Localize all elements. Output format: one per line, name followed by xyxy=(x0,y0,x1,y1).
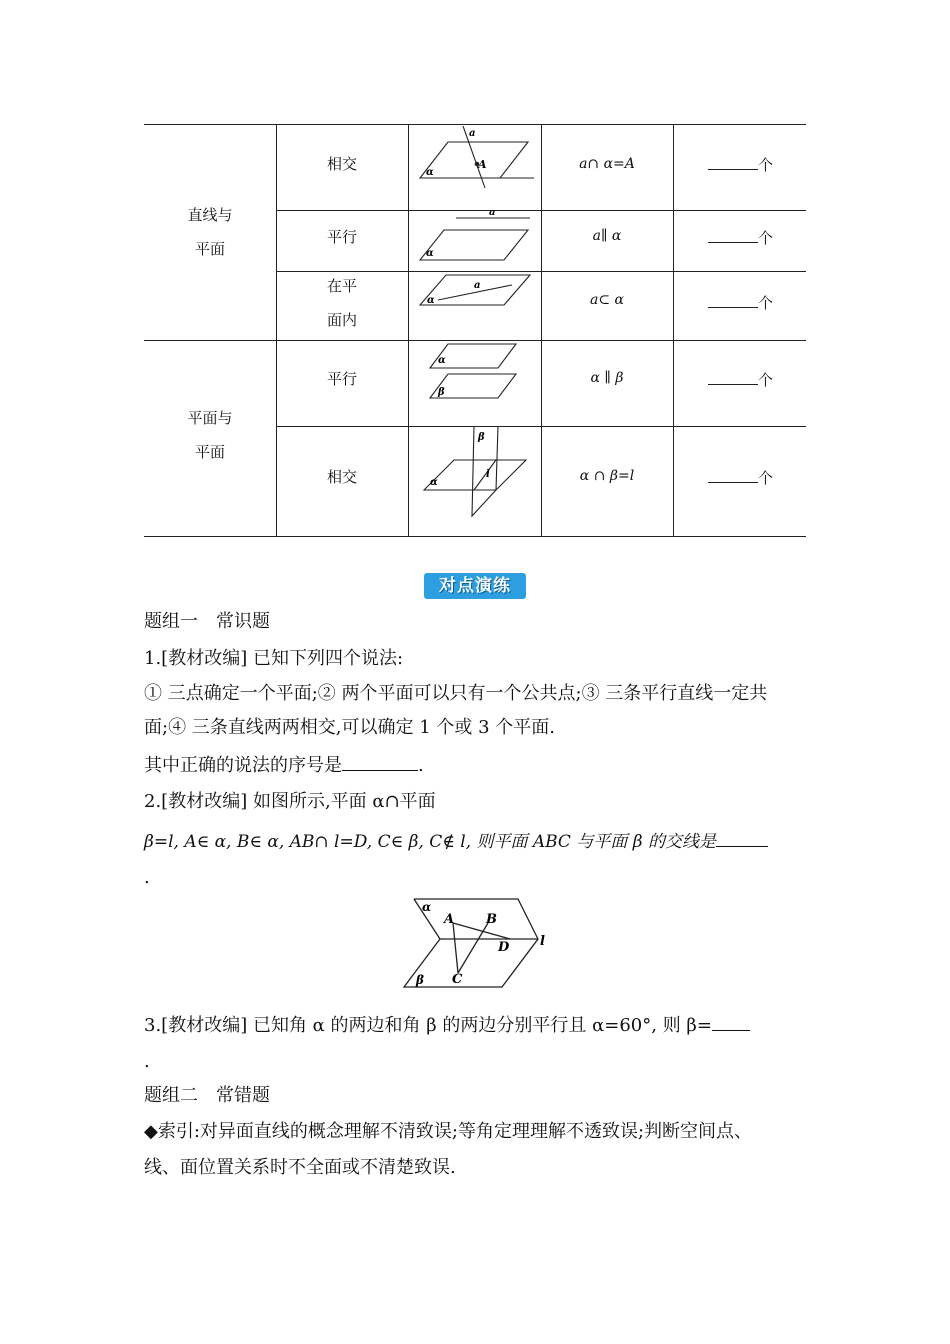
index-note-line1: ◆索引:对异面直线的概念理解不清致误;等角定理理解不透致误;判断空间点、 xyxy=(144,1121,753,1142)
q3-end: . xyxy=(144,1051,150,1072)
plane-label: α xyxy=(438,355,446,366)
group2-title: 题组二 常错题 xyxy=(144,1085,270,1106)
intersecting-planes-figure xyxy=(416,426,534,536)
relation-label: 在平 面内 xyxy=(326,277,357,329)
group-label-line-plane: 直线与 平面 xyxy=(187,206,233,258)
section-banner: 对点演练 xyxy=(424,573,526,599)
line-label: a xyxy=(469,128,476,139)
parallel-planes-figure xyxy=(416,340,534,426)
intersection-line-l xyxy=(474,460,496,490)
plane-label: α xyxy=(426,248,434,259)
common-point-count: 个 xyxy=(708,467,773,488)
answer-blank xyxy=(712,1012,750,1031)
q3-stem: 3.[教材改编] 已知角 α 的两边和角 β 的两边分别平行且 α=60°, 则 β= xyxy=(144,1012,750,1038)
table-top-rule xyxy=(144,124,806,125)
plane-parallelogram xyxy=(420,230,528,260)
answer-blank xyxy=(708,228,758,243)
point-d-label: D xyxy=(498,940,510,955)
line-label: a xyxy=(474,280,481,291)
plane-parallelogram xyxy=(420,142,528,178)
answer-blank xyxy=(708,155,758,170)
segment-AC xyxy=(453,923,458,973)
column-divider xyxy=(408,124,409,536)
q1-statements-line1: ① 三点确定一个平面;② 两个平面可以只有一个公共点;③ 三条平行直线一定共 xyxy=(144,683,768,704)
answer-blank xyxy=(708,370,758,385)
relation-label: 平行 xyxy=(326,228,357,246)
line-parallel-plane-figure xyxy=(416,210,534,270)
plane-alpha xyxy=(424,460,526,490)
relation-label: 相交 xyxy=(326,155,357,173)
common-point-count: 个 xyxy=(708,227,773,248)
relation-label: 相交 xyxy=(326,468,357,486)
column-divider xyxy=(673,124,674,536)
plane-label: α xyxy=(427,295,435,306)
relation-label: 平行 xyxy=(326,370,357,388)
group-label-plane-plane: 平面与 平面 xyxy=(187,409,233,461)
line-label: a xyxy=(489,210,496,218)
symbol-notation: α ∥ β xyxy=(590,370,624,386)
q1-statements-line2: 面;④ 三条直线两两相交,可以确定 1 个或 3 个平面. xyxy=(144,717,556,738)
common-point-count: 个 xyxy=(708,369,773,390)
plane-label: β xyxy=(478,432,485,443)
q1-stem: 1.[教材改编] 已知下列四个说法: xyxy=(144,648,404,669)
segment-CB xyxy=(458,923,488,973)
alpha-label: α xyxy=(422,900,432,914)
plane-beta xyxy=(472,426,498,516)
group1-title: 题组一 常识题 xyxy=(144,611,270,632)
q2-condition: β=l, A∈ α, B∈ α, AB∩ l=D, C∈ β, C∉ l, 则平面 ABC 与平面 β 的交线是 xyxy=(144,828,768,854)
q1-question: 其中正确的说法的序号是 . xyxy=(144,752,424,778)
common-point-count: 个 xyxy=(708,292,773,313)
position-relation-table xyxy=(144,124,806,536)
symbol-notation: a⊂ α xyxy=(590,292,624,308)
line-l-label: l xyxy=(540,934,545,949)
q2-dihedral-figure xyxy=(400,893,560,993)
point-b-label: B xyxy=(486,912,497,927)
line-label: l xyxy=(486,469,490,480)
q2-stem: 2.[教材改编] 如图所示,平面 α∩平面 xyxy=(144,791,436,812)
symbol-notation: a∩ α=A xyxy=(579,156,635,172)
answer-blank xyxy=(708,468,758,483)
index-note-line2: 线、面位置关系时不全面或不清楚致误. xyxy=(144,1157,456,1178)
answer-blank xyxy=(708,293,758,308)
line-intersects-plane-figure xyxy=(416,126,534,206)
q2-end: . xyxy=(144,867,150,888)
table-bottom-rule xyxy=(144,536,806,537)
answer-blank xyxy=(342,752,418,771)
plane-label: α xyxy=(426,167,434,178)
answer-blank xyxy=(716,828,768,847)
segment-AD xyxy=(453,923,510,939)
symbol-notation: a∥ α xyxy=(592,228,622,244)
point-label: A xyxy=(478,158,487,171)
point-c-label: C xyxy=(452,972,463,987)
plane-label: α xyxy=(430,477,438,488)
point-a-label: A xyxy=(444,912,455,927)
symbol-notation: α ∩ β=l xyxy=(579,468,635,484)
common-point-count: 个 xyxy=(708,154,773,175)
beta-label: β xyxy=(416,973,424,987)
plane-label: β xyxy=(438,387,445,398)
line-in-plane-figure xyxy=(416,271,534,339)
